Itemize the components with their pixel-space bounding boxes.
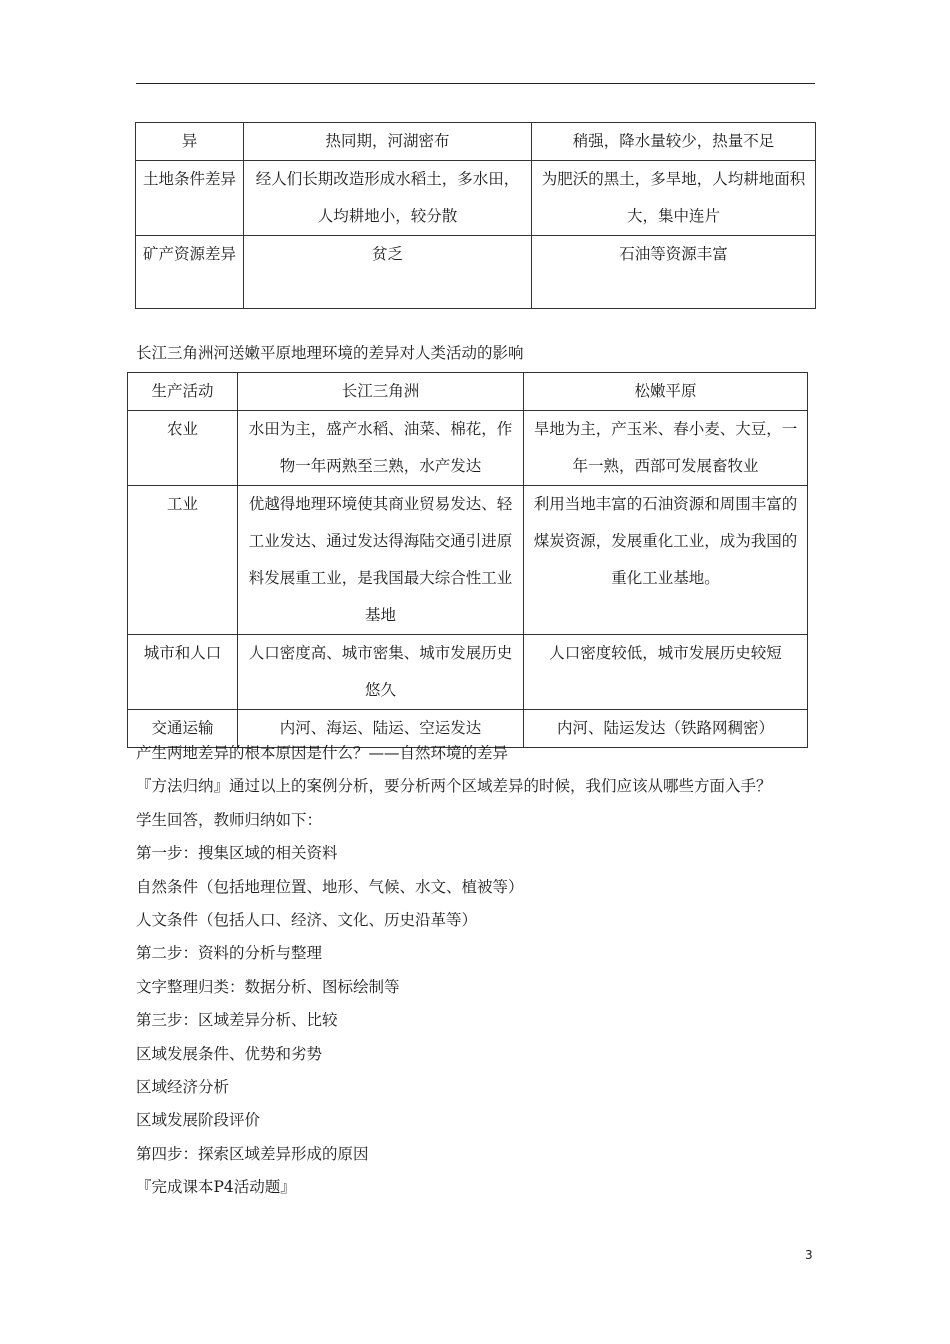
table-cell: 优越得地理环境使其商业贸易发达、轻工业发达、通过发达得海陆交通引进原料发展重工业，是我国最大综合性工业基地 (238, 486, 524, 635)
header-rule (136, 83, 815, 84)
table-cell: 热同期，河湖密布 (244, 123, 532, 161)
table-caption: 长江三角洲河送嫩平原地理环境的差异对人类活动的影响 (136, 344, 524, 362)
table-cell: 石油等资源丰富 (532, 236, 816, 309)
table-row (136, 123, 816, 161)
table-cell: 贫乏 (244, 236, 532, 309)
body-text (136, 737, 826, 1205)
paragraph: 人文条件（包括人口、经济、文化、历史沿革等） (136, 911, 478, 930)
table-row (136, 161, 816, 236)
comparison-table-continued (135, 122, 816, 309)
paragraph: 第四步：探索区域差异形成的原因 (136, 1144, 369, 1163)
page-number: 3 (805, 1248, 813, 1262)
table-cell: 内河、陆运发达（铁路网稠密） (524, 710, 808, 748)
paragraph: 区域发展阶段评价 (136, 1111, 261, 1130)
table-header-cell: 生产活动 (128, 373, 238, 411)
paragraph: 第一步：搜集区域的相关资料 (136, 844, 338, 863)
paragraph: 第三步：区域差异分析、比较 (136, 1011, 338, 1030)
paragraph: 自然条件（包括地理位置、地形、气候、水文、植被等） (136, 877, 524, 896)
comparison-table (127, 372, 808, 748)
paragraph: 学生回答，教师归纳如下： (136, 810, 323, 829)
table-cell: 交通运输 (128, 710, 238, 748)
table-header-cell: 长江三角洲 (238, 373, 524, 411)
table-row (128, 486, 808, 635)
paragraph: 第二步：资料的分析与整理 (136, 944, 323, 963)
paragraph: 文字整理归类：数据分析、图标绘制等 (136, 977, 400, 996)
table-cell: 矿产资源差异 (136, 236, 244, 309)
table-cell: 利用当地丰富的石油资源和周围丰富的煤炭资源，发展重化工业，成为我国的重化工业基地。 (524, 486, 808, 635)
table-cell: 工业 (128, 486, 238, 635)
table-cell: 稍强，降水量较少，热量不足 (532, 123, 816, 161)
table-header-cell: 松嫩平原 (524, 373, 808, 411)
table-cell: 土地条件差异 (136, 161, 244, 236)
paragraph: 区域发展条件、优势和劣势 (136, 1044, 323, 1063)
table-cell: 人口密度高、城市密集、城市发展历史悠久 (238, 635, 524, 710)
paragraph: 区域经济分析 (136, 1078, 230, 1097)
paragraph: 『完成课本P4活动题』 (136, 1178, 296, 1197)
table-cell: 水田为主，盛产水稻、油菜、棉花，作物一年两熟至三熟，水产发达 (238, 411, 524, 486)
table-cell: 内河、海运、陆运、空运发达 (238, 710, 524, 748)
paragraph: 产生两地差异的根本原因是什么？——自然环境的差异 (136, 744, 509, 762)
table-cell: 为肥沃的黑土，多旱地，人均耕地面积大，集中连片 (532, 161, 816, 236)
paragraph: 『方法归纳』通过以上的案例分析，要分析两个区域差异的时候，我们应该从哪些方面入手？ (136, 777, 772, 796)
table-cell: 旱地为主，产玉米、春小麦、大豆，一年一熟，西部可发展畜牧业 (524, 411, 808, 486)
table-cell: 城市和人口 (128, 635, 238, 710)
table-row (136, 236, 816, 309)
table-cell: 农业 (128, 411, 238, 486)
table-cell: 经人们长期改造形成水稻土，多水田，人均耕地小，较分散 (244, 161, 532, 236)
table-header-row (128, 373, 808, 411)
table-cell: 异 (136, 123, 244, 161)
table-row (128, 411, 808, 486)
table-row (128, 635, 808, 710)
table-cell: 人口密度较低，城市发展历史较短 (524, 635, 808, 710)
